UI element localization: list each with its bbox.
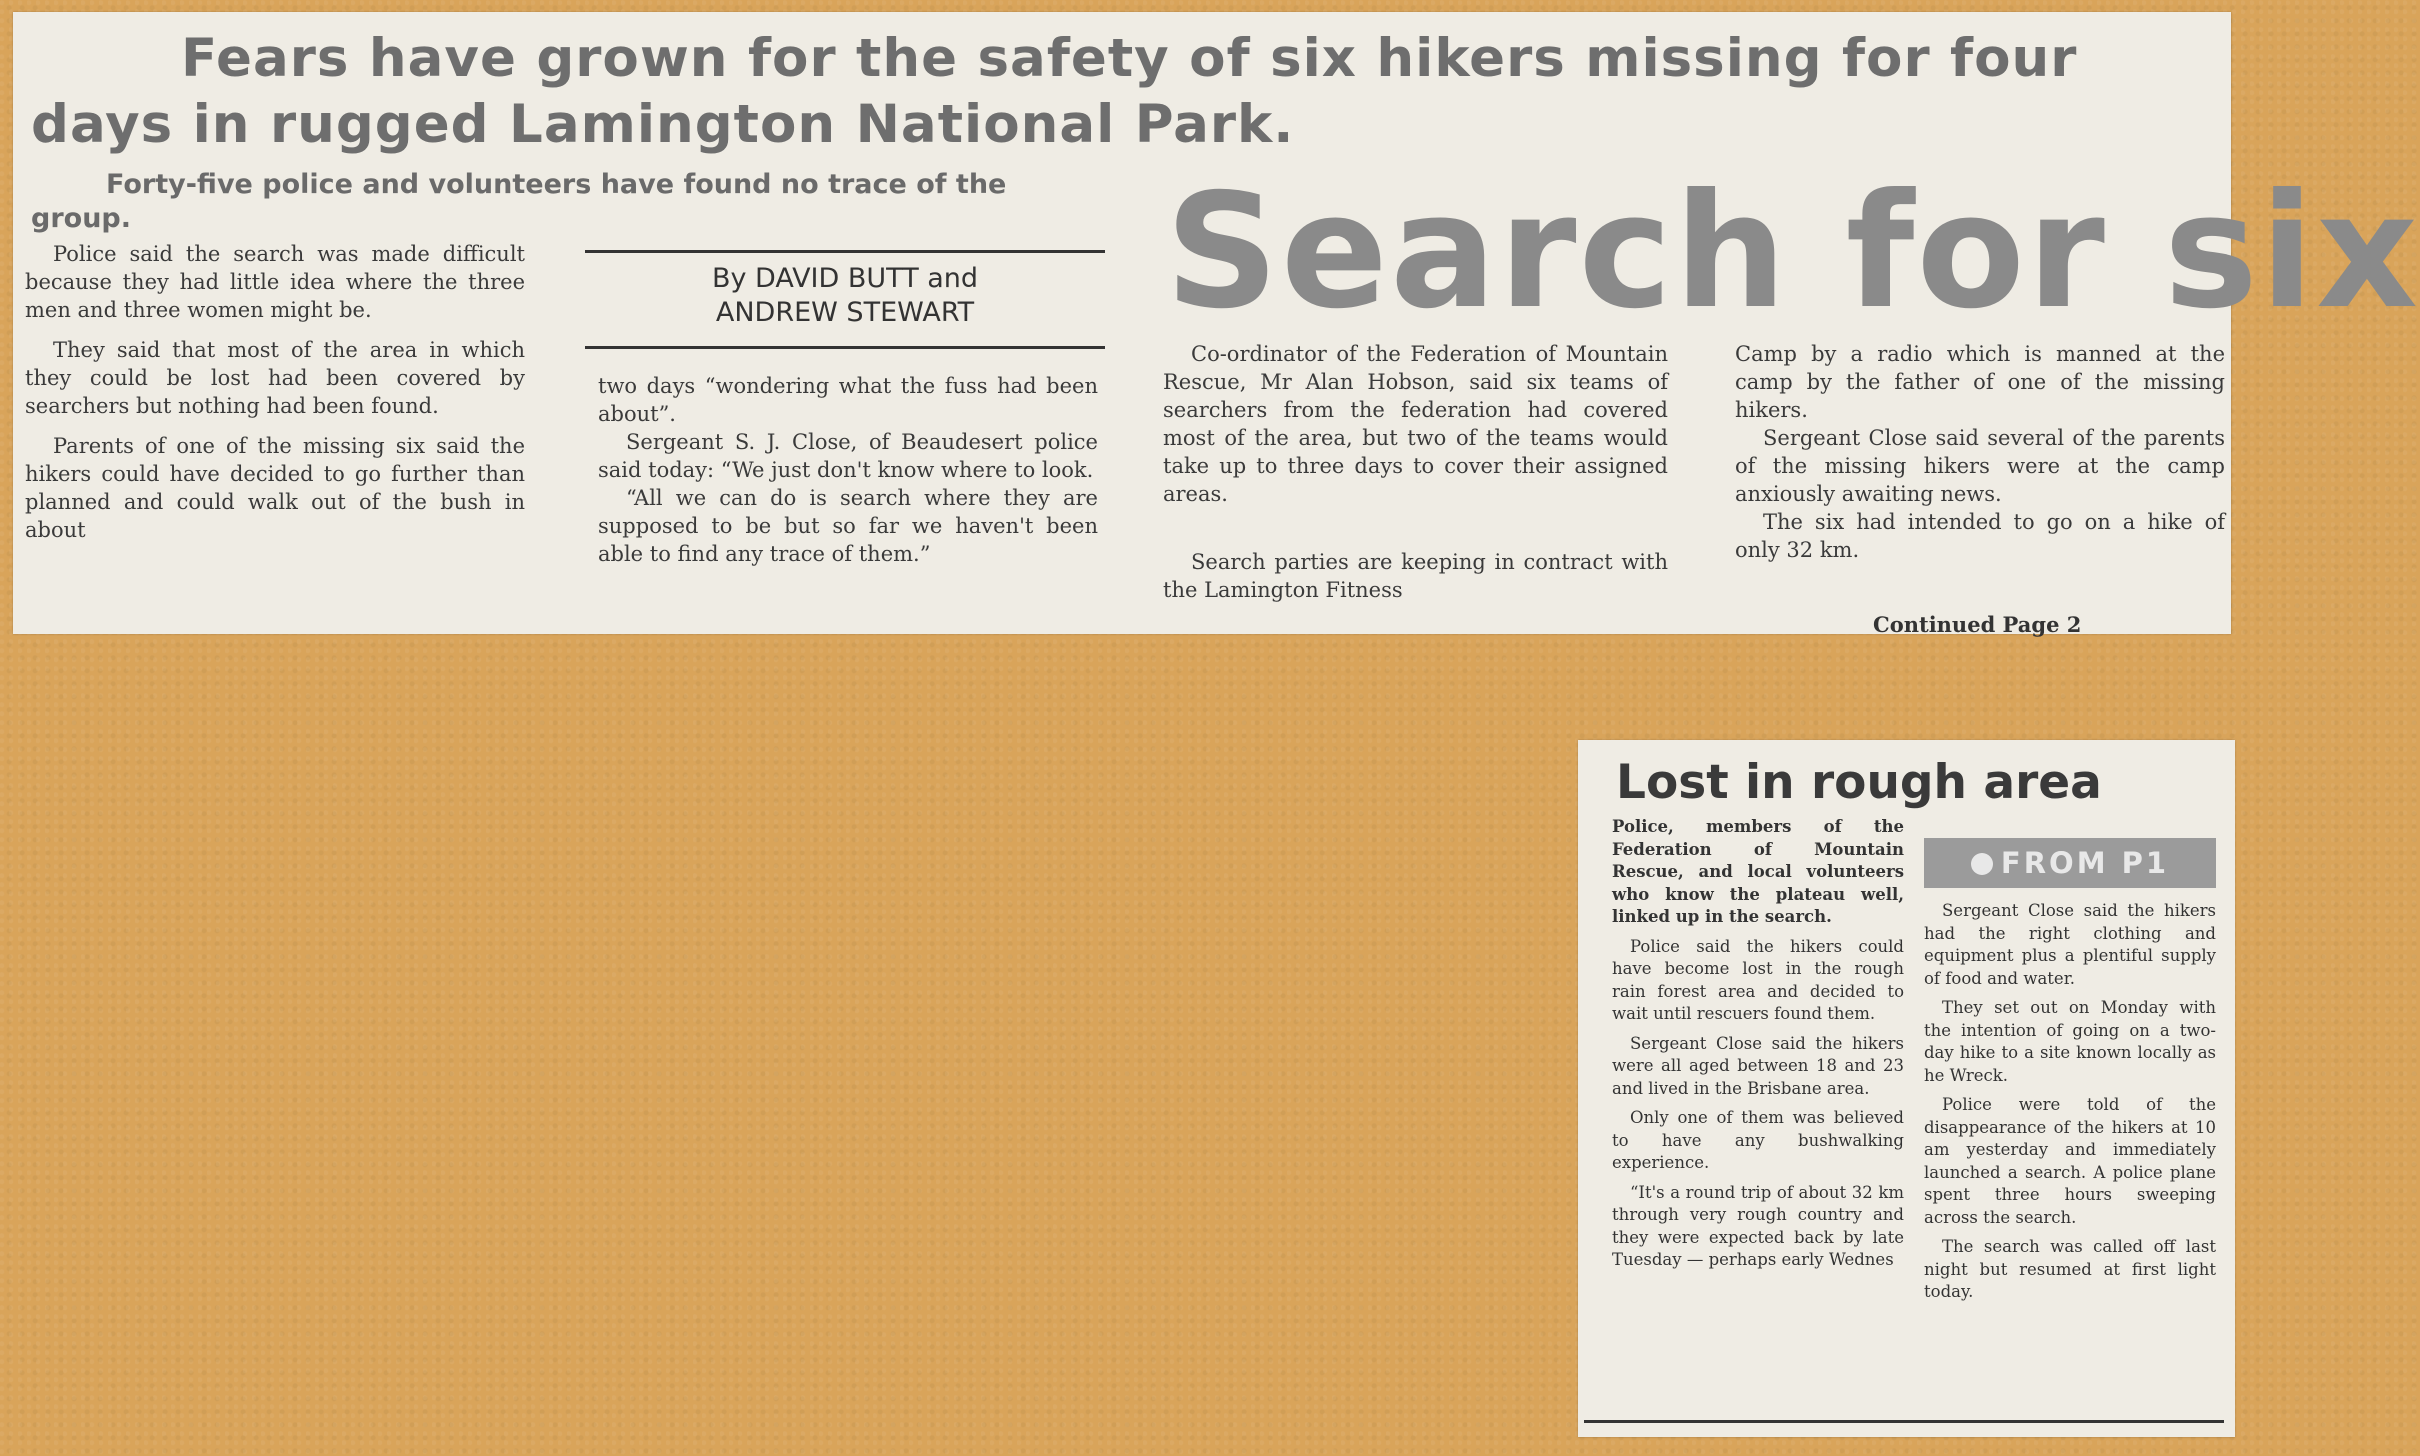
paragraph: Police were told of the disappearance of the hikers at 10 am yesterday and immediately launched a search. A police plane spent three hours sweeping across the search.	[1924, 1095, 2216, 1227]
side-headline: Lost in rough area	[1616, 755, 2102, 810]
paragraph: two days “wondering what the fuss had been about”.	[598, 374, 1098, 426]
paragraph: Sergeant Close said several of the parents of the missing hikers were at the camp anxiously awaiting news.	[1735, 426, 2225, 506]
paragraph: Camp by a radio which is manned at the camp by the father of one of the missing hikers.	[1735, 342, 2225, 422]
paragraph: They set out on Monday with the intention of going on a two-day hike to a site known locally as he Wreck.	[1924, 998, 2216, 1085]
paragraph: Police, members of the Federation of Mountain Rescue, and local volunteers who know the plateau well, linked up in the search.	[1612, 817, 1904, 926]
article-column-3	[1163, 340, 1668, 604]
sub-headline: Forty-five police and volunteers have found no trace of the group.	[31, 169, 1007, 234]
paragraph: Sergeant S. J. Close, of Beaudesert police said today: “We just don't know where to look.	[598, 430, 1098, 482]
intro-headline: Fears have grown for the safety of six hikers missing for four days in rugged Lamington National Park.	[31, 28, 2078, 155]
paragraph: The six had intended to go on a hike of only 32 km.	[1735, 510, 2225, 562]
paragraph: Sergeant Close said the hikers had the right clothing and equipment plus a plentiful supply of food and water.	[1924, 901, 2216, 988]
side-column-left	[1612, 816, 1904, 1279]
byline-author-1: By DAVID BUTT and	[711, 263, 979, 294]
byline-author-2: ANDREW STEWART	[715, 297, 975, 328]
paragraph: Police said the hikers could have become lost in the rough rain forest area and decided to wait until rescuers found them.	[1612, 936, 1904, 1023]
paragraph: They said that most of the area in which they could be lost had been covered by searchers but nothing had been found.	[25, 338, 525, 418]
paragraph: Sergeant Close said the hikers were all aged between 18 and 23 and lived in the Brisbane area.	[1612, 1033, 1904, 1098]
main-headline: Search for six	[1165, 160, 2420, 344]
paragraph: Parents of one of the missing six said the hikers could have decided to go further than planned and could walk out of the bush in about	[25, 434, 525, 542]
paragraph: The search was called off last night but resumed at first light today.	[1924, 1237, 2216, 1301]
side-column-right	[1924, 900, 2216, 1311]
badge-label: FROM P1	[2000, 846, 2170, 880]
byline	[585, 262, 1105, 330]
paragraph: Police said the search was made difficult because they had little idea where the three men and three women might be.	[25, 242, 525, 322]
side-news-clipping	[1578, 740, 2235, 1437]
byline-rule-top	[585, 250, 1105, 253]
from-page-badge	[1924, 838, 2216, 888]
paragraph: “It's a round trip of about 32 km through very rough country and they were expected back by late Tuesday — perhaps early Wednes	[1612, 1182, 1904, 1269]
continued-page-note: Continued Page 2	[1873, 612, 2082, 637]
paragraph: Search parties are keeping in contract with the Lamington Fitness	[1163, 550, 1668, 602]
paragraph: “All we can do is search where they are supposed to be but so far we haven't been able to find any trace of them.”	[598, 486, 1098, 566]
article-column-2	[598, 372, 1098, 568]
article-column-4	[1735, 340, 2225, 564]
main-news-clipping	[13, 12, 2420, 637]
paragraph: Co-ordinator of the Federation of Mountain Rescue, Mr Alan Hobson, said six teams of searchers from the federation had covered most of the area, but two of the teams would take up to three days to cover their assigned areas.	[1163, 342, 1668, 506]
bullet-icon	[1971, 853, 1993, 875]
paragraph: Only one of them was believed to have any bushwalking experience.	[1612, 1108, 1904, 1172]
side-bottom-rule	[1584, 1420, 2224, 1423]
article-column-1	[25, 240, 525, 544]
byline-rule-bottom	[585, 346, 1105, 349]
